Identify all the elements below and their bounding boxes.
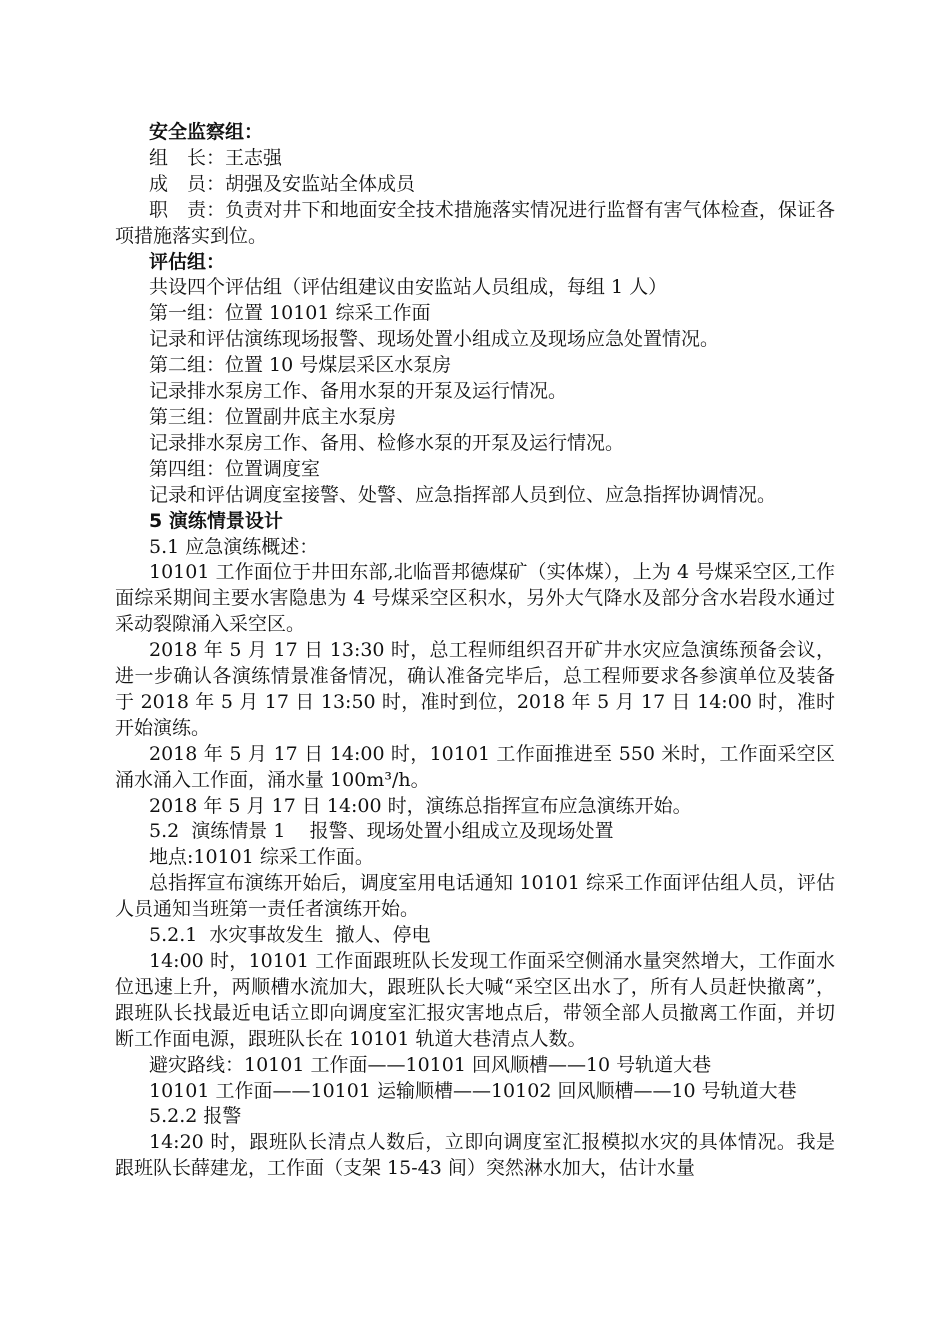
paragraph-group-3: 第三组：位置副井底主水泵房 [149,405,397,428]
document-page [115,120,835,1182]
paragraph-escape-route-1: 避灾路线：10101 工作面——10101 回风顺槽——10 号轨道大巷 [149,1053,712,1076]
paragraph-group-2-task: 记录排水泵房工作、备用水泵的开泵及运行情况。 [149,380,568,403]
paragraph-5-1-title: 5.1 应急演练概述： [149,535,319,558]
paragraph-5-2-2-title: 5.2.2 报警 [149,1105,242,1128]
paragraph-water-inrush: 2018 年 5 月 17 日 14:00 时，10101 工作面推进至 550 米时，工作面采空区涌水涌入工作面，涌水量 100m³/h。 [115,742,835,791]
paragraph-preparation-meeting: 2018 年 5 月 17 日 13:30 时，总工程师组织召开矿井水灾应急演练预备会议，进一步确认各演练情景准备情况，确认准备完毕后，总工程师要求各参演单位及装备于 2018 年 5 月 17 日 13:50 时，准时到位，2018 年 5 月 17 日 14:00 时，准时开始演练。 [115,639,835,739]
section-heading-evaluation: 评估组： [149,250,226,273]
section-heading-safety-supervision: 安全监察组： [149,121,264,143]
paragraph-evacuation: 14:00 时，10101 工作面跟班队长发现工作面采空侧涌水量突然增大，工作面水位迅速上升，两顺槽水流加大，跟班队长大喊“采空区出水了，所有人员赶快撤离”， 跟班队长找最近电话立即向调度室汇报灾害地点后，带领全部人员撤离工作面，并切断工作面电源，跟班队长在 10101 轨道大巷清点人数。 [115,950,835,1050]
paragraph-notification: 总指挥宣布演练开始后，调度室用电话通知 10101 综采工作面评估组人员，评估人员通知当班第一责任者演练开始。 [115,872,835,921]
paragraph-duties: 职 责：负责对井下和地面安全技术措施落实情况进行监督有害气体检查，保证各项措施落实到位。 [115,198,835,247]
paragraph-workface-overview: 10101 工作面位于井田东部,北临晋邦德煤矿（实体煤），上为 4 号煤采空区,工作面综采期间主要水害隐患为 4 号煤采空区积水，另外大气降水及部分含水岩段水通过采动裂隙涌入采空区。 [115,561,835,636]
paragraph-members: 成 员：胡强及安监站全体成员 [149,172,416,195]
paragraph-5-2-title: 5.2 演练情景 1 报警、现场处置小组成立及现场处置 [149,820,614,843]
paragraph-group-3-task: 记录排水泵房工作、备用、检修水泵的开泵及运行情况。 [149,431,625,454]
paragraph-group-2: 第二组：位置 10 号煤层采区水泵房 [149,354,452,377]
paragraph-5-2-1-title: 5.2.1 水灾事故发生 撤人、停电 [149,924,431,947]
paragraph-evaluation-intro: 共设四个评估组（评估组建议由安监站人员组成，每组 1 人） [149,276,668,299]
paragraph-group-1-task: 记录和评估演练现场报警、现场处置小组成立及现场应急处置情况。 [149,328,720,351]
paragraph-drill-start: 2018 年 5 月 17 日 14:00 时，演练总指挥宣布应急演练开始。 [149,794,692,817]
section-heading-scenario-design: 5 演练情景设计 [149,509,283,532]
paragraph-escape-route-2: 10101 工作面——10101 运输顺槽——10102 回风顺槽——10 号轨道大巷 [149,1079,797,1102]
paragraph-group-4-task: 记录和评估调度室接警、处警、应急指挥部人员到位、应急指挥协调情况。 [149,483,777,506]
paragraph-location: 地点:10101 综采工作面。 [149,846,374,869]
paragraph-leader: 组 长：王志强 [149,146,283,169]
paragraph-group-4: 第四组：位置调度室 [149,457,321,480]
paragraph-group-1: 第一组：位置 10101 综采工作面 [149,302,431,325]
paragraph-alarm-report: 14:20 时，跟班队长清点人数后，立即向调度室汇报模拟水灾的具体情况。我是跟班队长薛建龙，工作面（支架 15-43 间）突然淋水加大，估计水量 [115,1131,835,1180]
